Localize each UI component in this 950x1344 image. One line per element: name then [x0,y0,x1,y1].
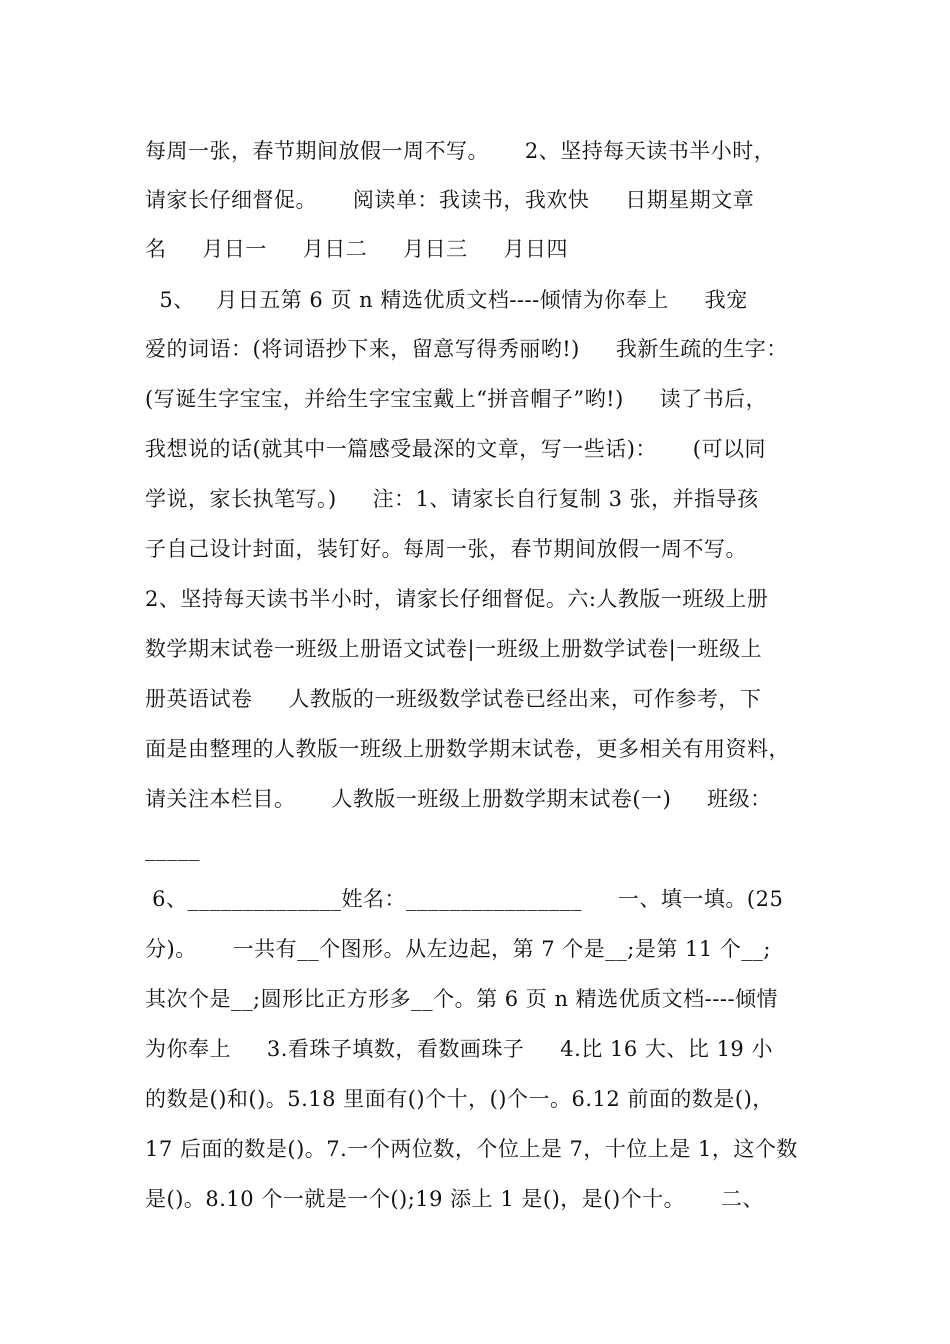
text-line: 请关注本栏目。 人教版一班级上册数学期末试卷(一) 班级： [145,787,772,811]
text-line: 其次个是__;圆形比正方形多__个。第 6 页 n 精选优质文档----倾情 [145,987,779,1011]
text-line: 5、 月日五第 6 页 n 精选优质文档----倾情为你奉上 我宠 [145,288,748,312]
text-line: 分)。 一共有__个图形。从左边起，第 7 个是__;是第 11 个__; [145,937,772,961]
text-line: 子自己设计封面，装钉好。每周一张，春节期间放假一周不写。 [145,537,747,561]
text-line: 是()。8.10 个一就是一个();19 添上 1 是()，是()个十。 二、 [145,1187,765,1211]
text-line: 请家长仔细督促。 阅读单：我读书，我欢快 日期星期文章 [145,188,755,212]
text-line: 的数是()和()。5.18 里面有()个十，()个一。6.12 前面的数是()， [145,1087,774,1111]
text-line: 爱的词语：(将词语抄下来，留意写得秀丽哟!) 我新生疏的生字： [145,337,788,361]
text-line: 册英语试卷 人教版的一班级数学试卷已经出来，可作参考，下 [145,687,762,711]
text-line: 6、______________姓名：________________ 一、填一填。(25 [145,887,784,911]
text-line: 我想说的话(就其中一篇感受最深的文章，写一些话)： (可以同 [145,437,766,461]
text-line: 面是由整理的人教版一班级上册数学期末试卷，更多相关有用资料， [145,737,790,761]
text-line: 数学期末试卷一班级上册语文试卷|一班级上册数学试卷|一班级上 [145,637,763,661]
text-line: 每周一张，春节期间放假一周不写。 2、坚持每天读书半小时， [145,139,776,163]
text-line: 学说，家长执笔写。) 注：1、请家长自行复制 3 张，并指导孩 [145,487,759,511]
text-line: 2、坚持每天读书半小时，请家长仔细督促。六:人教版一班级上册 [145,587,769,611]
text-line: _____ [145,837,200,861]
text-line: (写诞生字宝宝，并给生字宝宝戴上“拼音帽子”哟!) 读了书后， [145,387,768,411]
text-line: 名 月日一 月日二 月日三 月日四 [145,237,569,261]
text-line: 为你奉上 3.看珠子填数，看数画珠子 4.比 16 大、比 19 小 [145,1037,773,1061]
text-line: 17 后面的数是()。7.一个两位数，个位上是 7，十位上是 1，这个数 [145,1137,798,1161]
